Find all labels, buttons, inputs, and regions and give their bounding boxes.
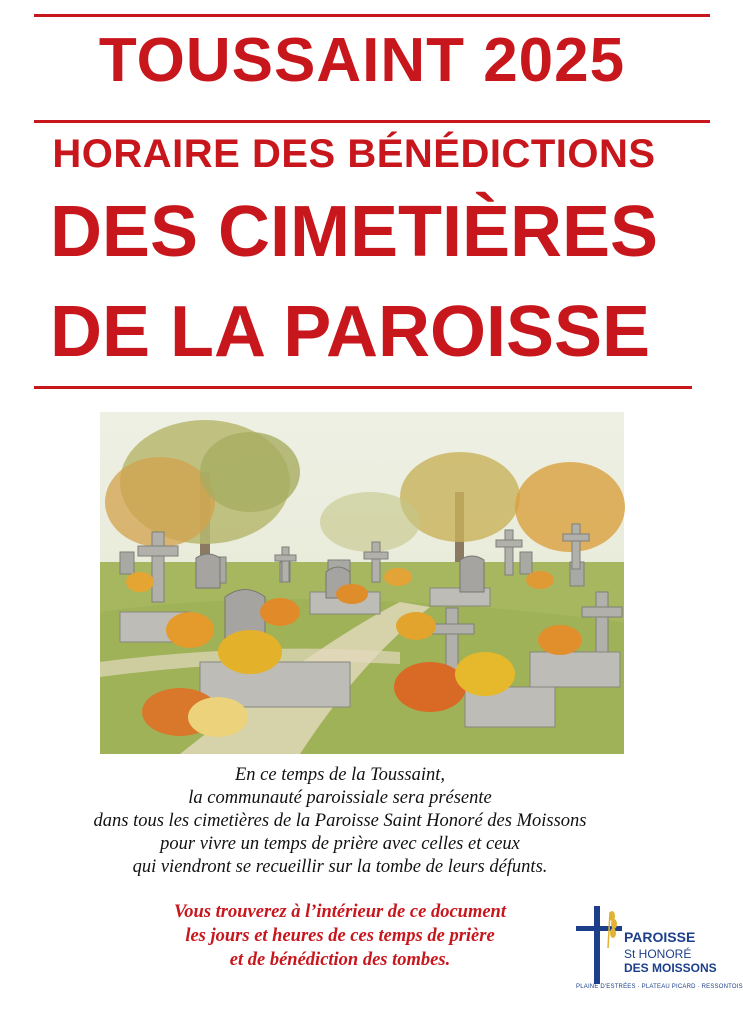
logo-tagline: PLAINE D'ESTRÉES · PLATEAU PICARD · RESSONTOIS: [576, 984, 743, 990]
logo-line-3: DES MOISSONS: [624, 961, 717, 975]
highlight-line: et de bénédiction des tombes.: [229, 950, 451, 970]
intro-line: En ce temps de la Toussaint,: [234, 765, 445, 785]
wheat-icon: [602, 908, 618, 948]
intro-paragraph: [0, 764, 680, 879]
cemetery-illustration: [100, 412, 624, 754]
parish-logo: [572, 904, 743, 996]
highlight-line: Vous trouverez à l’intérieur de ce document: [174, 902, 506, 922]
heading-line-1: DES CIMETIÈRES: [49, 192, 659, 272]
cross-icon: [594, 906, 600, 984]
logo-line-1: PAROISSE: [624, 929, 696, 945]
intro-line: la communauté paroissiale sera présente: [188, 788, 492, 808]
logo-line-2: St HONORÉ: [624, 947, 692, 961]
heading-line-2: DE LA PAROISSE: [49, 292, 651, 372]
top-rule: [34, 14, 710, 17]
bottom-rule: [34, 386, 692, 389]
intro-line: qui viendront se recueillir sur la tombe de leurs défunts.: [132, 857, 548, 877]
main-title: TOUSSAINT 2025: [98, 26, 626, 95]
subtitle: HORAIRE DES BÉNÉDICTIONS: [52, 132, 656, 176]
highlight-line: les jours et heures de ces temps de prière: [185, 926, 495, 946]
intro-line: dans tous les cimetières de la Paroisse Saint Honoré des Moissons: [93, 811, 587, 831]
intro-line: pour vivre un temps de prière avec celles et ceux: [160, 834, 520, 854]
title-rule: [34, 120, 710, 123]
